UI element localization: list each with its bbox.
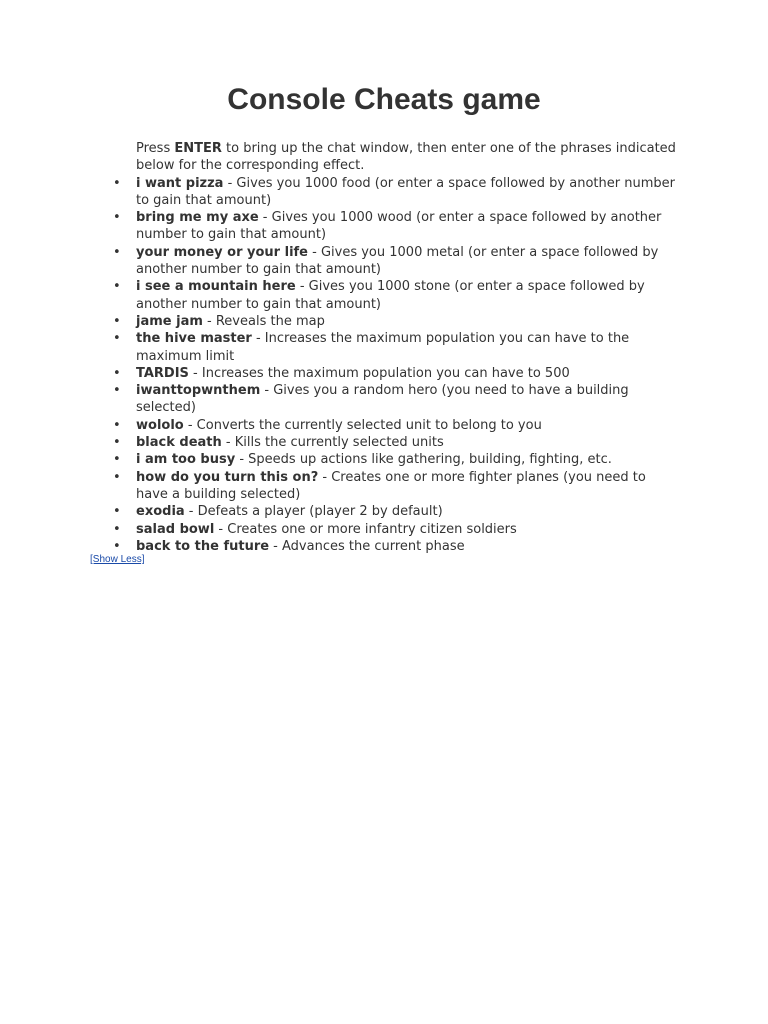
cheat-phrase: exodia	[136, 504, 185, 520]
bullet-icon: •	[113, 365, 121, 381]
cheat-phrase: i want pizza	[136, 175, 224, 191]
cheat-phrase: i am too busy	[136, 452, 236, 468]
cheat-item	[113, 175, 676, 210]
bullet-icon: •	[113, 417, 121, 433]
cheat-phrase: back to the future	[136, 538, 270, 554]
cheat-item	[113, 209, 676, 244]
bullet-icon: •	[113, 313, 121, 329]
cheat-item	[113, 417, 676, 434]
bullet-icon: •	[113, 452, 121, 468]
cheat-effect: - Gives you a random hero (you need to have a building selected)	[136, 383, 629, 416]
intro-text-after: to bring up the chat window, then enter one of the phrases indicated below for the corresponding effect.	[136, 141, 676, 174]
bullet-icon: •	[113, 175, 121, 191]
bullet-icon: •	[113, 521, 121, 537]
cheat-item	[113, 521, 676, 538]
cheat-item	[113, 451, 676, 468]
cheat-effect: - Gives you 1000 metal (or enter a space followed by another number to gain that amount)	[136, 244, 659, 278]
cheat-item	[113, 365, 676, 382]
cheat-phrase: wololo	[136, 417, 184, 433]
bullet-icon: •	[113, 435, 121, 451]
cheat-item	[113, 503, 676, 520]
bullet-icon: •	[113, 244, 121, 260]
cheat-item	[113, 382, 676, 417]
bullet-icon: •	[113, 469, 121, 485]
cheat-phrase: the hive master	[136, 331, 252, 347]
bullet-icon: •	[113, 383, 121, 399]
cheat-phrase: salad bowl	[136, 521, 215, 537]
cheat-phrase: your money or your life	[136, 244, 308, 260]
cheat-effect: - Defeats a player (player 2 by default)	[184, 504, 443, 520]
cheat-effect: - Reveals the map	[202, 313, 325, 329]
bullet-icon: •	[113, 331, 121, 347]
cheat-effect: - Creates one or more fighter planes (you need to have a building selected)	[136, 469, 646, 502]
cheat-phrase: TARDIS	[136, 365, 189, 381]
cheat-phrase: iwanttopwnthem	[136, 383, 261, 399]
page-title: Console Cheats game	[227, 83, 541, 116]
show-less-link[interactable]: [Show Less]	[90, 554, 145, 565]
bullet-icon: •	[113, 504, 121, 520]
cheat-effect: - Speeds up actions like gathering, building, fighting, etc.	[235, 452, 612, 468]
bullet-icon: •	[113, 279, 121, 295]
cheat-phrase: black death	[136, 435, 222, 451]
cheat-effect: - Increases the maximum population you can have to the maximum limit	[136, 331, 630, 364]
cheat-item	[113, 313, 676, 330]
cheat-item	[113, 538, 676, 555]
cheat-phrase: i see a mountain here	[136, 279, 296, 295]
intro-paragraph	[136, 140, 676, 175]
cheat-phrase: bring me my axe	[136, 210, 259, 226]
cheat-item	[113, 469, 676, 504]
cheat-item	[113, 434, 676, 451]
cheat-effect: - Increases the maximum population you can have to 500	[188, 365, 570, 381]
cheat-effect: - Advances the current phase	[269, 538, 465, 554]
cheat-list	[113, 175, 676, 556]
cheat-effect: - Gives you 1000 wood (or enter a space followed by another number to gain that amount)	[136, 210, 662, 243]
cheat-item	[113, 244, 676, 279]
cheat-effect: - Kills the currently selected units	[221, 435, 444, 451]
bullet-icon: •	[113, 538, 121, 554]
cheat-effect: - Gives you 1000 stone (or enter a space followed by another number to gain that amount)	[136, 279, 645, 312]
intro-text-before: Press	[136, 141, 175, 156]
cheat-phrase: how do you turn this on?	[136, 469, 319, 485]
bullet-icon: •	[113, 210, 121, 226]
cheat-item	[113, 278, 676, 313]
cheats-content	[113, 140, 676, 555]
cheat-phrase: jame jam	[136, 313, 203, 329]
cheat-effect: - Creates one or more infantry citizen soldiers	[214, 521, 517, 537]
intro-key: ENTER	[174, 141, 222, 156]
cheat-effect: - Gives you 1000 food (or enter a space followed by another number to gain that amount)	[136, 175, 675, 208]
cheat-item	[113, 330, 676, 365]
cheat-effect: - Converts the currently selected unit to belong to you	[183, 417, 542, 433]
